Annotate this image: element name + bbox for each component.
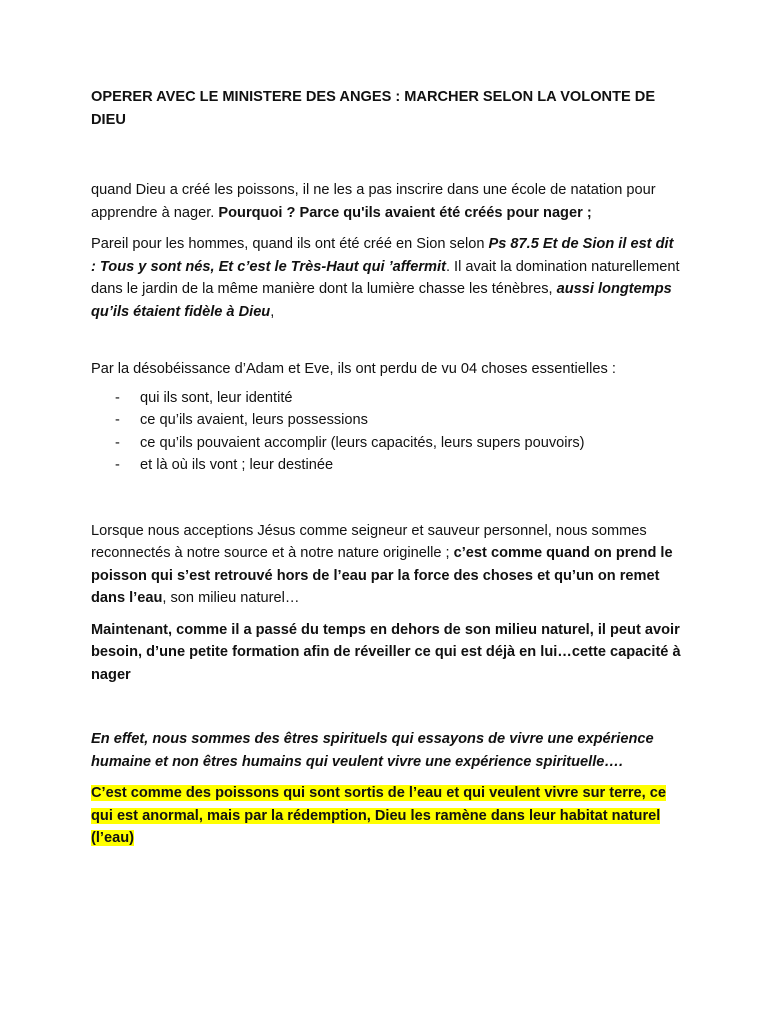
list-dash: -	[115, 434, 120, 451]
paragraph-training: Maintenant, comme il a passé du temps en dehors de son milieu naturel, il peut avoir besoin, d’une petite formation afin de réveiller ce qui est déjà en lui…cette capacité à nager	[91, 621, 681, 683]
list-item-text: qui ils sont, leur identité	[140, 389, 293, 406]
paragraph-disobedience: Par la désobéissance d’Adam et Eve, ils ont perdu de vu 04 choses essentielles :	[91, 361, 616, 377]
paragraph-text: quand Dieu a créé les poissons, il ne les a pas inscrire dans une école de natation pour apprendre à nager.	[91, 182, 656, 221]
highlighted-text: C’est comme des poissons qui sont sortis de l’eau et qui veulent vivre sur terre, ce qui est anormal, mais par la rédemption, Dieu les ramène dans leur habitat naturel (l’eau)	[91, 785, 667, 847]
list-dash: -	[115, 389, 120, 406]
list-item-text: et là où ils vont ; leur destinée	[140, 457, 334, 474]
list-item-text: ce qu’ils avaient, leurs possessions	[140, 412, 368, 429]
paragraph-spiritual-beings: En effet, nous sommes des êtres spirituels qui essayons de vivre une expérience humaine et non êtres humains qui veulent vivre une expérience spirituelle….	[91, 731, 654, 770]
document-page	[91, 86, 681, 850]
paragraph-fish-creation	[91, 179, 681, 224]
scripture-quote: Ps 87.5 Et de Sion il est dit : Tous y sont nés, Et c’est le Très-Haut qui ’affermit	[91, 236, 674, 275]
document-title: OPERER AVEC LE MINISTERE DES ANGES : MARCHER SELON LA VOLONTE DE DIEU	[91, 89, 656, 128]
list-item	[91, 409, 681, 432]
list-item	[91, 432, 681, 455]
paragraph-accepting-jesus	[91, 520, 681, 610]
paragraph-text: Lorsque nous acceptions Jésus comme seigneur et sauveur personnel, nous sommes reconnectés à notre source et à notre nature originelle ;	[91, 522, 647, 562]
emphasis-text: aussi longtemps qu’ils étaient fidèle à Dieu	[91, 281, 672, 320]
paragraph-text: ,	[270, 303, 275, 320]
paragraph-highlighted-conclusion	[91, 782, 681, 850]
list-item	[91, 387, 681, 410]
paragraph-men-in-sion	[91, 233, 681, 323]
paragraph-bold-text: Pourquoi ? Parce qu'ils avaient été créés pour nager ;	[218, 204, 592, 221]
paragraph-bold-text: c’est comme quand on prend le poisson qui s’est retrouvé hors de l’eau par la force des choses et qu’un on remet dans l’eau	[91, 545, 673, 607]
list-item	[91, 454, 681, 477]
essential-things-list	[91, 387, 681, 477]
list-dash: -	[115, 457, 120, 474]
list-item-text: ce qu’ils pouvaient accomplir (leurs capacités, leurs supers pouvoirs)	[140, 434, 585, 451]
paragraph-text: , son milieu naturel…	[162, 590, 300, 607]
paragraph-text: . Il avait la domination naturellement dans le jardin de la même manière dont la lumière chasse les ténèbres,	[91, 258, 680, 297]
paragraph-text: Pareil pour les hommes, quand ils ont été créé en Sion selon	[91, 236, 489, 252]
list-dash: -	[115, 412, 120, 429]
